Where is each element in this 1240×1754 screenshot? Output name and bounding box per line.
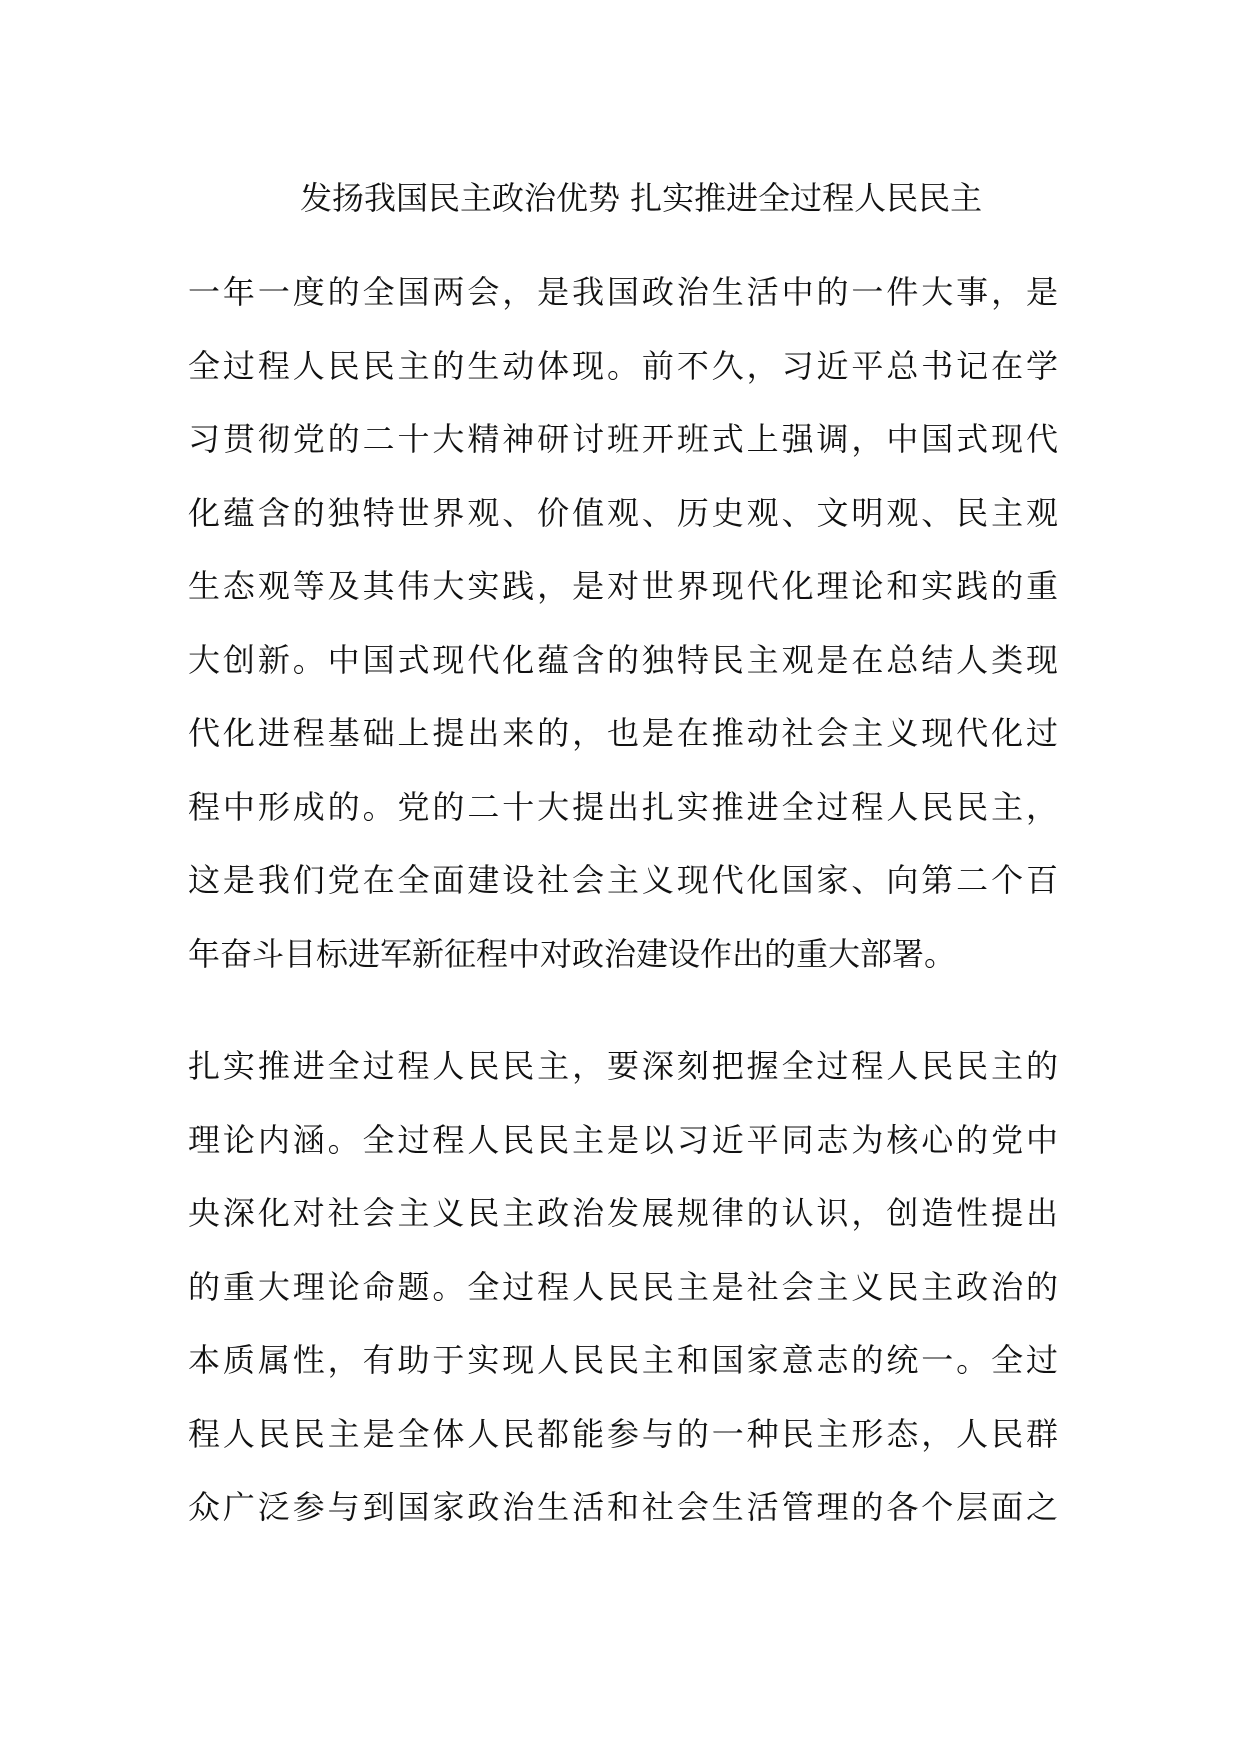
paragraph-line: 代化进程基础上提出来的，也是在推动社会主义现代化过 [188,714,1058,752]
paragraph-line: 生态观等及其伟大实践，是对世界现代化理论和实践的重 [188,567,1058,605]
paragraph-line: 习贯彻党的二十大精神研讨班开班式上强调，中国式现代 [188,420,1058,458]
paragraph-line: 一年一度的全国两会，是我国政治生活中的一件大事，是 [188,273,1058,311]
paragraph-line: 全过程人民民主的生动体现。前不久，习近平总书记在学 [188,346,1058,385]
paragraph-line: 央深化对社会主义民主政治发展规律的认识，创造性提出 [188,1194,1058,1232]
paragraph-line: 程中形成的。党的二十大提出扎实推进全过程人民民主， [188,787,1058,826]
paragraph-line: 本质属性，有助于实现人民民主和国家意志的统一。全过 [188,1341,1058,1379]
paragraph-line: 的重大理论命题。全过程人民民主是社会主义民主政治的 [188,1267,1058,1306]
paragraph-line: 大创新。中国式现代化蕴含的独特民主观是在总结人类现 [188,640,1058,679]
paragraph-line: 众广泛参与到国家政治生活和社会生活管理的各个层面之 [188,1488,1058,1526]
paragraph-line: 年奋斗目标进军新征程中对政治建设作出的重大部署。 [188,934,957,973]
paragraph-2 [188,1030,1058,1545]
paragraph-line: 程人民民主是全体人民都能参与的一种民主形态，人民群 [188,1414,1058,1453]
document-title: 发扬我国民主政治优势 扎实推进全过程人民民主 [300,179,983,217]
paragraph-line: 理论内涵。全过程人民民主是以习近平同志为核心的党中 [188,1120,1058,1159]
paragraph-line: 化蕴含的独特世界观、价值观、历史观、文明观、民主观 [188,493,1058,532]
paragraph-1 [188,256,1058,991]
paragraph-line: 扎实推进全过程人民民主，要深刻把握全过程人民民主的 [188,1047,1058,1085]
paragraph-line: 这是我们党在全面建设社会主义现代化国家、向第二个百 [188,861,1058,899]
